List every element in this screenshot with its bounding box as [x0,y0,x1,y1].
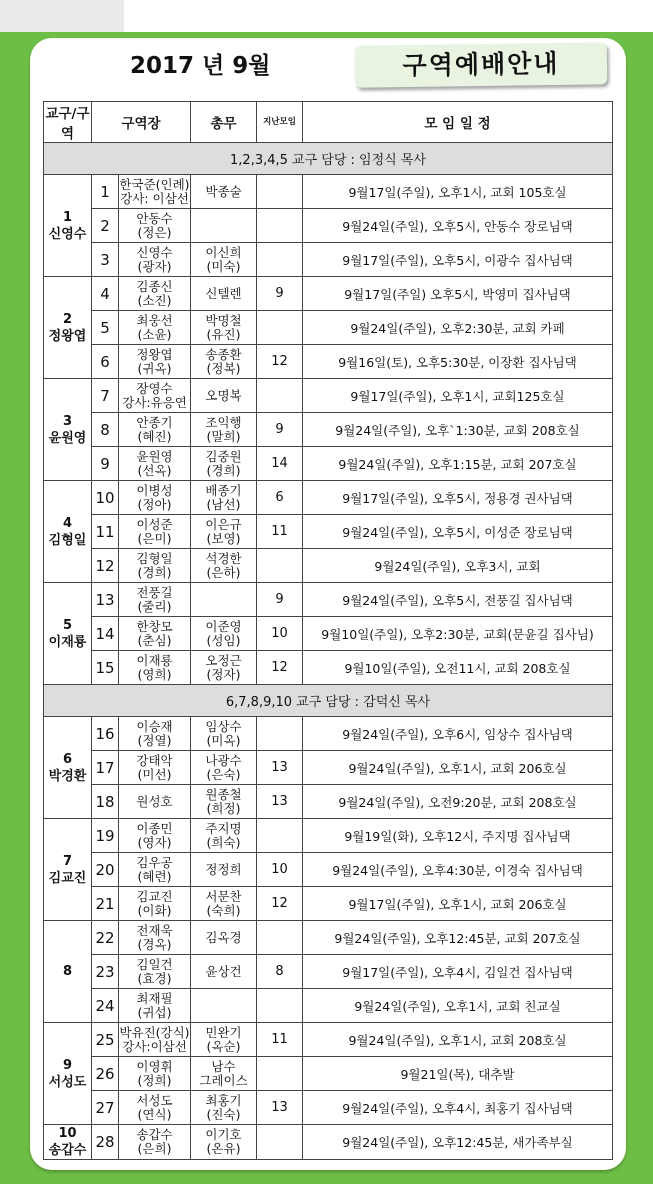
table-row [44,617,613,651]
general-affairs-name: 이준영 (성임) [191,617,257,651]
last-meeting-count: 6 [257,481,303,515]
meeting-schedule: 9월24일(주일), 오후3시, 교회 [303,549,613,583]
table-row [44,209,613,243]
leader-name: 전재욱 (경옥) [119,921,191,955]
meeting-schedule: 9월24일(주일), 오후1시, 교회 208호실 [303,1023,613,1057]
table-row [44,1125,613,1160]
table-row [44,989,613,1023]
leader-name: 이재룡 (영희) [119,651,191,685]
general-affairs-name: 서문찬 (숙희) [191,887,257,921]
row-number: 16 [92,717,119,751]
last-meeting-count [257,175,303,209]
group-label: 5 이재룡 [44,583,92,685]
general-affairs-name: 정정희 [191,853,257,887]
general-affairs-name: 원종철 (희정) [191,785,257,819]
general-affairs-name: 주지명 (희숙) [191,819,257,853]
leader-name: 이성준 (은미) [119,515,191,549]
table-row [44,413,613,447]
table-row [44,447,613,481]
last-meeting-count: 12 [257,651,303,685]
general-affairs-name: 나광수 (은숙) [191,751,257,785]
general-affairs-name: 김중원 (경희) [191,447,257,481]
last-meeting-count: 13 [257,785,303,819]
general-affairs-name [191,989,257,1023]
last-meeting-count: 10 [257,617,303,651]
meeting-schedule: 9월17일(주일), 오후5시, 정용경 권사님댁 [303,481,613,515]
col-header-last-meeting: 지난모임 [257,102,303,143]
last-meeting-count: 12 [257,345,303,379]
section-header-row [44,685,613,717]
general-affairs-name: 이신희 (미숙) [191,243,257,277]
col-header-leader: 구역장 [92,102,191,143]
row-number: 23 [92,955,119,989]
leader-name: 윤원영 (선옥) [119,447,191,481]
row-number: 5 [92,311,119,345]
group-label: 4 김형일 [44,481,92,583]
meeting-schedule: 9월17일(주일), 오후1시, 교회125호실 [303,379,613,413]
meeting-schedule: 9월17일(주일), 오후4시, 김일건 집사님댁 [303,955,613,989]
leader-name: 박유진(강식) 강사:이삼선 [119,1023,191,1057]
leader-name: 이종민 (영자) [119,819,191,853]
general-affairs-name: 오명복 [191,379,257,413]
group-label: 10 송갑수 [44,1125,92,1160]
row-number: 14 [92,617,119,651]
table-row [44,751,613,785]
row-number: 26 [92,1057,119,1091]
meeting-schedule: 9월24일(주일), 오후4시, 최홍기 집사님댁 [303,1091,613,1125]
meeting-schedule: 9월24일(주일), 오전9:20분, 교회 208호실 [303,785,613,819]
table-row [44,481,613,515]
col-header-schedule: 모 임 일 정 [303,102,613,143]
meeting-schedule: 9월17일(주일) 오후5시, 박영미 집사님댁 [303,277,613,311]
table-row [44,1091,613,1125]
group-label: 6 박경환 [44,717,92,819]
table-row [44,515,613,549]
row-number: 7 [92,379,119,413]
table-row [44,651,613,685]
meeting-schedule: 9월17일(주일), 오후1시, 교회 105호실 [303,175,613,209]
row-number: 15 [92,651,119,685]
general-affairs-name: 송종환 (정복) [191,345,257,379]
row-number: 9 [92,447,119,481]
row-number: 11 [92,515,119,549]
group-label: 3 윤원영 [44,379,92,481]
group-label: 8 [44,921,92,1023]
table-row [44,277,613,311]
table-row [44,785,613,819]
table-row [44,345,613,379]
col-header-group: 교구/구역 [44,102,92,143]
last-meeting-count: 11 [257,515,303,549]
general-affairs-name: 임상수 (미옥) [191,717,257,751]
table-row [44,717,613,751]
row-number: 22 [92,921,119,955]
header-title: 구역예배안내 [402,48,560,81]
meeting-schedule: 9월10일(주일), 오후2:30분, 교회(문윤길 집사님) [303,617,613,651]
leader-name: 이영휘 (정희) [119,1057,191,1091]
row-number: 8 [92,413,119,447]
last-meeting-count [257,243,303,277]
last-meeting-count: 10 [257,853,303,887]
last-meeting-count: 13 [257,751,303,785]
table-row [44,379,613,413]
table-row [44,1023,613,1057]
last-meeting-count [257,379,303,413]
general-affairs-name: 배종기 (남선) [191,481,257,515]
meeting-schedule: 9월24일(주일), 오후12:45분, 새가족부실 [303,1125,613,1160]
leader-name: 송갑수 (은희) [119,1125,191,1160]
last-meeting-count [257,549,303,583]
general-affairs-name: 박종술 [191,175,257,209]
meeting-schedule: 9월17일(주일), 오후1시, 교회 206호실 [303,887,613,921]
last-meeting-count [257,819,303,853]
table-row [44,955,613,989]
meeting-schedule: 9월24일(주일), 오후6시, 임상수 집사님댁 [303,717,613,751]
table-row [44,819,613,853]
table-row [44,583,613,617]
leader-name: 이병성 (정아) [119,481,191,515]
leader-name: 최웅선 (소윤) [119,311,191,345]
meeting-schedule: 9월24일(주일), 오후5시, 전풍길 집사님댁 [303,583,613,617]
row-number: 4 [92,277,119,311]
last-meeting-count: 9 [257,277,303,311]
last-meeting-count: 9 [257,583,303,617]
general-affairs-name [191,583,257,617]
general-affairs-name: 민완기 (옥순) [191,1023,257,1057]
general-affairs-name: 윤상건 [191,955,257,989]
leader-name: 이승재 (정열) [119,717,191,751]
general-affairs-name: 남수 그레이스 [191,1057,257,1091]
leader-name: 김형일 (경희) [119,549,191,583]
leader-name: 정왕엽 (귀옥) [119,345,191,379]
table-row [44,549,613,583]
group-label: 9 서성도 [44,1023,92,1125]
last-meeting-count: 8 [257,955,303,989]
meeting-schedule: 9월17일(주일), 오후5시, 이광수 집사님댁 [303,243,613,277]
table-row [44,311,613,345]
leader-name: 김종신 (소진) [119,277,191,311]
header-date: 2017 년 9월 [130,53,271,79]
row-number: 1 [92,175,119,209]
row-number: 2 [92,209,119,243]
last-meeting-count: 14 [257,447,303,481]
row-number: 21 [92,887,119,921]
last-meeting-count [257,717,303,751]
meeting-schedule: 9월24일(주일), 오후`1:30분, 교회 208호실 [303,413,613,447]
meeting-schedule: 9월19일(화), 오후12시, 주지명 집사님댁 [303,819,613,853]
leader-name: 한창모 (춘심) [119,617,191,651]
meeting-schedule: 9월24일(주일), 오후1시, 교회 206호실 [303,751,613,785]
leader-name: 김일건 (효경) [119,955,191,989]
row-number: 12 [92,549,119,583]
table-header-row [44,102,613,143]
meeting-schedule: 9월24일(주일), 오후2:30분, 교회 카페 [303,311,613,345]
table-row [44,887,613,921]
leader-name: 강태악 (미선) [119,751,191,785]
last-meeting-count: 13 [257,1091,303,1125]
col-header-general: 총무 [191,102,257,143]
general-affairs-name: 오정근 (정자) [191,651,257,685]
last-meeting-count: 9 [257,413,303,447]
table-row [44,175,613,209]
table-row [44,921,613,955]
last-meeting-count [257,1125,303,1160]
row-number: 17 [92,751,119,785]
last-meeting-count: 11 [257,1023,303,1057]
leader-name: 김우공 (혜련) [119,853,191,887]
leader-name: 전풍길 (줄리) [119,583,191,617]
schedule-table [43,101,613,1160]
leader-name: 안동수 (정은) [119,209,191,243]
group-label: 2 정왕엽 [44,277,92,379]
section-title: 1,2,3,4,5 교구 담당 : 임정식 목사 [44,143,613,175]
row-number: 28 [92,1125,119,1160]
last-meeting-count [257,989,303,1023]
row-number: 24 [92,989,119,1023]
meeting-schedule: 9월24일(주일), 오후1:15분, 교회 207호실 [303,447,613,481]
section-title: 6,7,8,9,10 교구 담당 : 감덕신 목사 [44,685,613,717]
group-label: 1 신영수 [44,175,92,277]
header-title-tag [355,42,608,88]
leader-name: 안종기 (혜진) [119,413,191,447]
last-meeting-count [257,921,303,955]
leader-name: 한국준(인례) 강사: 이삼선 [119,175,191,209]
general-affairs-name: 이기호 (온유) [191,1125,257,1160]
meeting-schedule: 9월24일(주일), 오후5시, 이성준 장로님댁 [303,515,613,549]
general-affairs-name: 박명철 (유진) [191,311,257,345]
row-number: 13 [92,583,119,617]
table-row [44,243,613,277]
general-affairs-name: 이은규 (보영) [191,515,257,549]
meeting-schedule: 9월24일(주일), 오후4:30분, 이경숙 집사님댁 [303,853,613,887]
general-affairs-name: 조익행 (말희) [191,413,257,447]
leader-name: 김교진 (이화) [119,887,191,921]
row-number: 27 [92,1091,119,1125]
row-number: 6 [92,345,119,379]
row-number: 10 [92,481,119,515]
section-header-row [44,143,613,175]
general-affairs-name: 신텔렌 [191,277,257,311]
general-affairs-name: 최홍기 (진숙) [191,1091,257,1125]
row-number: 18 [92,785,119,819]
last-meeting-count [257,311,303,345]
leader-name: 서성도 (연식) [119,1091,191,1125]
general-affairs-name [191,209,257,243]
meeting-schedule: 9월16일(토), 오후5:30분, 이장환 집사님댁 [303,345,613,379]
leader-name: 최재필 (귀섭) [119,989,191,1023]
last-meeting-count [257,209,303,243]
general-affairs-name: 김옥경 [191,921,257,955]
row-number: 20 [92,853,119,887]
last-meeting-count: 12 [257,887,303,921]
leader-name: 신영수 (광자) [119,243,191,277]
meeting-schedule: 9월24일(주일), 오후1시, 교회 친교실 [303,989,613,1023]
leader-name: 원성호 [119,785,191,819]
meeting-schedule: 9월10일(주일), 오전11시, 교회 208호실 [303,651,613,685]
leader-name: 장영수 강사:유응연 [119,379,191,413]
meeting-schedule: 9월24일(주일), 오후5시, 안동수 장로님댁 [303,209,613,243]
meeting-schedule: 9월24일(주일), 오후12:45분, 교회 207호실 [303,921,613,955]
row-number: 3 [92,243,119,277]
general-affairs-name: 석경한 (은하) [191,549,257,583]
meeting-schedule: 9월21일(목), 대추발 [303,1057,613,1091]
row-number: 19 [92,819,119,853]
row-number: 25 [92,1023,119,1057]
last-meeting-count [257,1057,303,1091]
table-row [44,1057,613,1091]
table-row [44,853,613,887]
group-label: 7 김교진 [44,819,92,921]
